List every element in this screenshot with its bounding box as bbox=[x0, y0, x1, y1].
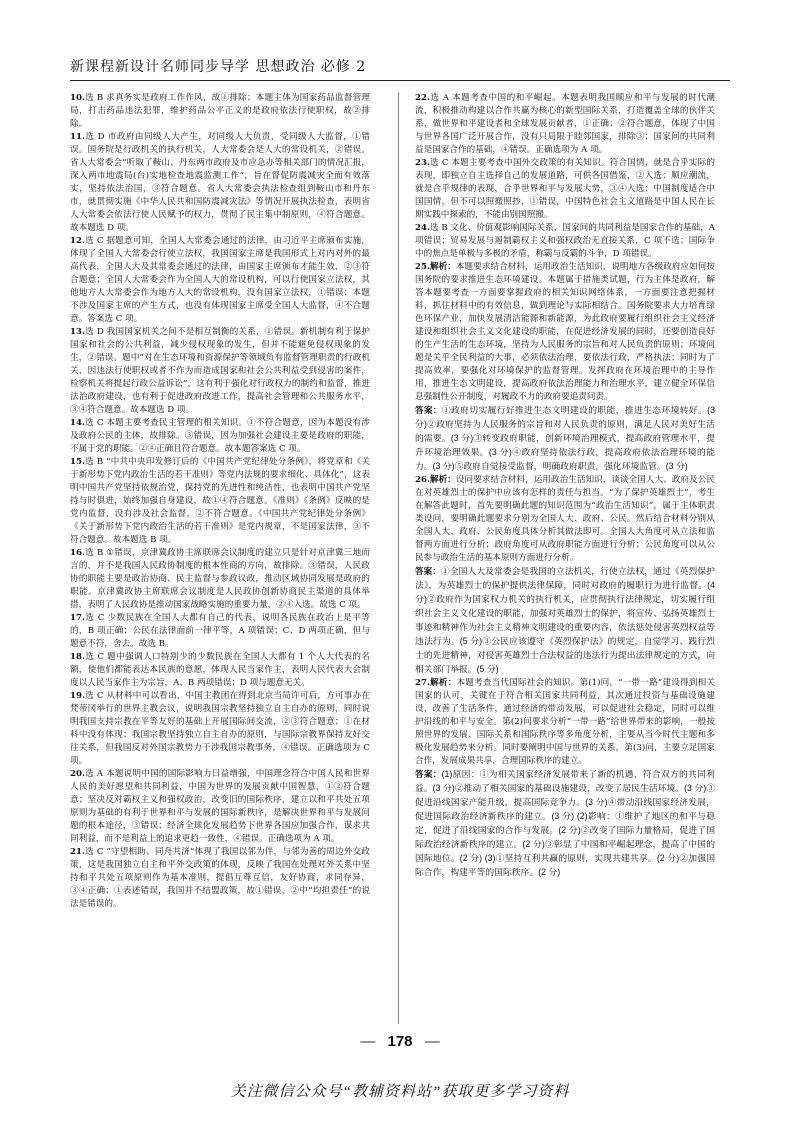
question-entry bbox=[70, 92, 370, 131]
question-entry bbox=[70, 547, 370, 612]
analysis-label: 解析： bbox=[429, 262, 456, 272]
column-divider bbox=[398, 92, 399, 1024]
answer-block bbox=[415, 404, 715, 474]
question-text: 选 B ①错误，京津冀政协主席联席会议制度的建立只是针对京津冀三地而言的，并不是我国人民政协制度的根本性商的方向，故排除。③错误，人民政协的职能主要是政治协商、民主监督与参政议政，推动区域协同发展是政府的职能。京津冀政协主席联席会议制度是人民政协创新协商民主渠道的具体举措，表明了人民政协是推动国家战略实施的重要力量，②④入选。故选 C 项。 bbox=[70, 548, 370, 610]
question-entry bbox=[70, 235, 370, 326]
question-text: 选 B “中共中央印发修订后的《中国共产党纪律处分条例》，将党章和《关于新形势下党内政治生活的若干准则》等党内法规的要求细化、具体化”，这表明中国共产党坚持依规治党，保持党的先进性和纯洁性，也表明中国共产党坚持与时俱进，始终加强自身建设，故①④符合题意。《准则》《条例》反映的是党内监督，没有涉及社会监督，②不符合题意。《中国共产党纪律处分条例》《关于新形势下党内政治生活的若干准则》是党内规章，不是国家法律，③不符合题意。故本题选 B 项。 bbox=[70, 457, 370, 545]
question-text: 选 C 本题主要考查民主管理的相关知识。①不符合题意，因为本题没有涉及政府公民的主体，故排除。③错误，因为加强社会建设主要是政府的职能，不属于党的职能。②④正确且符合题意。故本题答案选 C 项。 bbox=[70, 418, 370, 454]
question-number: 13. bbox=[70, 327, 85, 337]
question-entry bbox=[70, 846, 370, 911]
page-number: 178 bbox=[387, 1033, 413, 1050]
header-title: 新课程新设计名师同步导学 思想政治 必修 2 bbox=[70, 59, 367, 75]
question-entry bbox=[415, 222, 715, 261]
answer-label: 答案： bbox=[415, 406, 442, 416]
page-dash-left: — bbox=[360, 1033, 376, 1050]
question-text: 选 B 求真务实是政府工作作风，故①排除；本题主体为国家药品监督管理局，打击药品违法犯罪，维护药品公平正义的是政府依法行使职权，故②排除。 bbox=[70, 93, 370, 129]
question-entry bbox=[70, 690, 370, 768]
question-text: 选 C 从材料中可以看出，中国主教团在得到北京当局许可后，方可事办在梵蒂冈举行的世界主教会议，说明我国宗教坚持独立自主自办的原则，同时说明我国支持宗教在平等友好的基础上开展国际间交流，②③符合题意；①在材料中没有体现；我国宗教坚持独立自主自办的原则，与国际宗教界保持友好交往关系，但我国反对外国宗教势力干涉我国宗教事务，④错误。正确选项为 C 项。 bbox=[70, 691, 370, 766]
question-number: 26. bbox=[415, 475, 430, 485]
question-entry bbox=[415, 92, 715, 157]
question-entry bbox=[70, 651, 370, 690]
question-number: 15. bbox=[70, 457, 85, 467]
question-entry bbox=[415, 261, 715, 404]
page-dash-right: — bbox=[424, 1033, 440, 1050]
question-text: 选 B 文化、价值观影响国际关系，国家间的共同利益是国家合作的基础，A 项错误；贸易发展与遏制霸权主义和强权政治无直接关系，C 项不选；国际争中的焦点是单极与多极的矛盾，称霸与反霸的斗争，D 项错误。 bbox=[415, 223, 715, 259]
question-number: 22. bbox=[415, 93, 430, 103]
question-text: 选 C 少数民族在全国人大都有自己的代表，说明各民族在政治上是平等的，B 项正确；公民在法律面前一律平等，A 项错误；C、D 两项正确，但与题意不符，舍去。故选 B。 bbox=[70, 613, 370, 649]
question-text: 选 C “守望相助、同舟共济”体现了我国以邻为伴，与邻为善的周边外交政策，这是我国独立自主和平外交政策的体现，反映了我国在处理对外关系中坚持和平共处五项原则作为基本准则，提倡互尊互信，友好协商，求同存异，③④正确；①表述错误，我国并不结盟政策，故①错误，②中“均担责任”的说法是错误的。 bbox=[70, 847, 370, 909]
answer-text: ①全国人大及常委会是我国的立法机关，行使立法权，通过《英烈保护法》，为英雄烈士的保护提供法律保障，同时对政府的履职行为进行监督。(4 分)②政府作为国家权力机关的执行机关，应贯彻执行法律规定，切实履行组织社会主义文化建设的职能，加强对英雄烈士的保护，将宣传、弘扬英雄烈士事迹和精神作为社会主义精神文明建设的重要内容，依法惩处侵害英烈权益等违法行为。(5 分)③公民应该遵守《英烈保护法》的规定，自觉学习、践行烈士的先进精神，对侵害英雄烈士合法权益的违法行为提出法律规定的方式，向相关部门举报。(5 分) bbox=[415, 566, 715, 674]
question-text: 选 C 据题意可知，全国人大常委会通过的法律，由习近平主席颁布实施，体现了全国人大常委会行使立法权，我国国家主席是我国形式上对内对外的最高代表，全国人大及其常委会通过的法律，由国家主席颁布才能生效，②③符合题意；全国人大常委会作为全国人大的常设机构，可以行使国家立法权，其他地方人大常委会作为地方人大的常设机构，没有国家立法权，①错误；本题不涉及国家主席的产生方式，也没有体现国家主席受全国人大监督，④不合题意。答案选 C 项。 bbox=[70, 236, 370, 324]
answer-label: 答案： bbox=[415, 567, 441, 577]
question-text: 选 D 市政府由同级人大产生，对同级人大负责，受同级人大监督，①错误。国务院是行政机关的执行机关，人大常委会是人大的常设机关，②错误。省人大常委会“听取了鞍山、丹东两市政府及市应急办等相关部门的情况汇报，深入两市地震局(台)实地检查地震监测工作”，旨在督促防震减灾全面有效落实，坚持依法治国，③符合题意。省人大常委会执法检查组到鞍山市和丹东市，就贯彻实施《中华人民共和国防震减灾法》等情况开展执法检查，表明省人大常委会依法行使人民赋予的权力，贯彻了民主集中制原则，④符合题意。故本题选 D 项。 bbox=[70, 132, 370, 233]
question-number: 21. bbox=[70, 847, 85, 857]
question-number: 19. bbox=[70, 691, 85, 701]
answer-text: ①政府切实履行好推进生态文明建设的职能，推进生态环境转好。(3 分)②政府坚持为人民服务的宗旨和对人民负责的原则，满足人民对美好生活的需要。(3 分)③转变政府职能，创新环境治理模式，提高政府管理水平，提升环境治理效果。(3 分)④政府坚持依法行政，提高政府依法治理环境的能力。(3 分)⑤政府自觉接受监督，明确政府职责，强化环境监管。(3 分) bbox=[415, 405, 715, 471]
question-entry bbox=[70, 417, 370, 456]
footer-notice: 关注微信公众号“教辅资料站”获取更多学习资料 bbox=[230, 1084, 570, 1100]
question-number: 24. bbox=[415, 223, 430, 233]
question-text: 本题要求结合材料，运用政治生活知识，说明地方各级政府应如何按国务院的要求推进生态环境建设。本题属于措施类试题，行为主体是政府，解答本题要考查一方面要掌握政府的相关知识网络体系，一方面要注意把握材料，抓住材料中的有效信息，做到理论与实际相结合。国务院要求大力培育绿色环保产业，加快发展清洁能源和新能源，为此政府要履行组织社会主义经济建设和组织社会主义文化建设的职能，在促进经济发展的同时，还要创造良好的生产生活的生态环境，坚持为人民服务的宗旨和对人民负责的原则；环境问题是关乎全民利益的大事，必须依法治理，要依法行政，严格执法；同时为了提高效率，要强化对环境保护的监督管理。发挥政府在环境治理中的主导作用，推进生态文明建设，提高政府依法治理能力和治理水平，建立健全环保信息强制性公开制度，对履政不力的政府要追责问责。 bbox=[415, 262, 715, 402]
question-text: 选 A 本题考查中国的和平崛起。本题表明我国顺应和平与发展的时代潮流，积极推动构建以合作共赢为核心的新型国际关系，打造覆盖全球的伙伴关系，做世界和平建设者和全球发展贡献者，①正确；②符合题意，体现了中国与世界各国广泛开展合作，没有只局限于睦邻国家，排除③；国家间的共同利益是国家合作的基础，④错误。正确选项为 A 项。 bbox=[415, 93, 715, 155]
question-text: 设问要求结合材料，运用政治生活知识，谈谈全国人大、政府及公民在对英雄烈士的保护中应该有怎样的责任与担当。“为了保护英雄烈士”，考生在解答此题时，首先要明确此题的知识范围为“政治生活知识”，属于主体职责类设问，要明确此题要求分别为全国人大、政府、公民。然后结合材料分别从全国人大、政府、公民角度具体分析其做法即可。全国人大角度可从立法和监督两方面进行分析；政府角度可从政府职能方面进行分析；公民角度可以从公民参与政治生活的基本原则方面进行分析。 bbox=[415, 475, 715, 563]
answer-block bbox=[415, 565, 715, 677]
question-entry bbox=[415, 157, 715, 222]
question-number: 14. bbox=[70, 418, 85, 428]
question-text: 选 A 本题说明中国的国际影响力日益增强，中国理念符合中国人民和世界人民的美好愿望和共同利益，中国为世界的发展贡献中国智慧，①②符合题意；坚决反对霸权主义和强权政治，改变旧的国际秩序，建立以和平共处五项原则为基础的有利于世界和平与发展的国际新秩序，是解决世界和平与发展问题的根本途径，③错误；经济全球化发展趋势下世界各国应加强合作，谋求共同利益，而不是利益上的追求更趋一致性，④错误。正确选项为 A 项。 bbox=[70, 769, 370, 844]
question-number: 23. bbox=[415, 158, 430, 168]
question-number: 10. bbox=[70, 93, 85, 103]
question-number: 25. bbox=[415, 262, 430, 272]
answer-text: (1)原因：①为相关国家经济发展带来了新的机遇，符合双方的共同利益。(3 分)②推动了相关国家的基础设施建设，改变了居民生活环境。(3 分)③促进沿线国家产能升级，提高国际竞争力。(3 分)④带动沿线国家经济发展，促进国际政治经济新秩序的建立。(3 分) (2)影响：①维护了地区的和平与稳定，促进了沿线国家的合作与发展。(2 分)②改变了国际力量格局，促进了国际政治经济新秩序的建立。(2 分)③彰显了中国和平崛起理念，提高了中国的国际地位。(2 分) (3)①坚持互利共赢的原则，实现共建共享。(2 分)②加强国际合作，构建平等的国际秩序。(2 分) bbox=[415, 769, 715, 877]
question-number: 20. bbox=[70, 769, 85, 779]
answer-label: 答案： bbox=[415, 770, 442, 780]
question-number: 16. bbox=[70, 548, 85, 558]
question-number: 11. bbox=[70, 132, 85, 142]
page-header bbox=[70, 56, 730, 78]
question-number: 27. bbox=[415, 678, 430, 688]
left-column bbox=[70, 92, 370, 911]
question-entry bbox=[70, 768, 370, 846]
question-text: 选 C 题中强调人口特别少的少数民族在全国人大都有 1 个人大代表的名额，使他们都能表达本民族的意愿，体现人民当家作主，表明人民代表大会制度以人民当家作主为宗旨，A、B 两项错误；D 项与题意无关。 bbox=[70, 652, 370, 688]
question-entry bbox=[70, 612, 370, 651]
answer-block bbox=[415, 768, 715, 880]
question-number: 18. bbox=[70, 652, 85, 662]
analysis-label: 解析： bbox=[429, 475, 456, 485]
question-text: 本题考查当代国际社会的知识。第(1)问，“一带一路”建设得到相关国家的认可，关键在于符合相关国家共同利益，其次通过投资与基础设施建设，改善了生活条件，通过经济的带动发展，可以促进社会稳定，同时可以维护沿线的和平与安全。第(2)问要求分析“一带一路”给世界带来的影响，一般按照世界的发展、国际关系和国际秩序等多角度分析，主要从当今时代主题和多极化发展趋势来分析。同时要阐明中国与世界的关系，第(3)问，主要立足国家合作，发展成果共享，合理国际秩序的建立。 bbox=[415, 678, 715, 766]
question-number: 12. bbox=[70, 236, 85, 246]
question-number: 17. bbox=[70, 613, 85, 623]
question-entry bbox=[415, 677, 715, 768]
question-entry bbox=[415, 474, 715, 565]
header-divider bbox=[70, 80, 730, 81]
question-entry bbox=[70, 456, 370, 547]
question-text: 选 C 本题主要考查中国外交政策的有关知识。符合国情，就是合乎实际的表现，即独立自主选择自己的发展道路，可供各国借鉴，②入选；顺应潮流，就是合乎规律的表现，合乎世界和平与发展大势，③④入选；中国制度适合中国国情，但不可以照搬照抄，①错误，中国特色社会主义道路是中国人民在长期实践中探索的，不能由别国照搬。 bbox=[415, 158, 715, 220]
analysis-label: 解析： bbox=[429, 678, 457, 688]
question-entry bbox=[70, 326, 370, 417]
right-column bbox=[415, 92, 715, 880]
question-entry bbox=[70, 131, 370, 235]
question-text: 选 D 我国国家机关之间不是相互制衡的关系，①错误。新机制有利于保护国家和社会的公共利益，减少侵权现象的发生，但并不能避免侵权现象的发生，②错误。题中“对在生态环境和资源保护等领域负有监督管理职责的行政机关，因违法行使职权或者不作为而造成国家和社会公共利益受到侵害的案件，检察机关将提起行政公益诉讼”，这有利于强化对行政权力的制约和监督，推进法治政府建设，也有利于促进政府改进工作，提高社会管理和公共服务水平，③④符合题意。故本题选 D 项。 bbox=[70, 327, 370, 415]
page-number-row bbox=[0, 1033, 800, 1050]
